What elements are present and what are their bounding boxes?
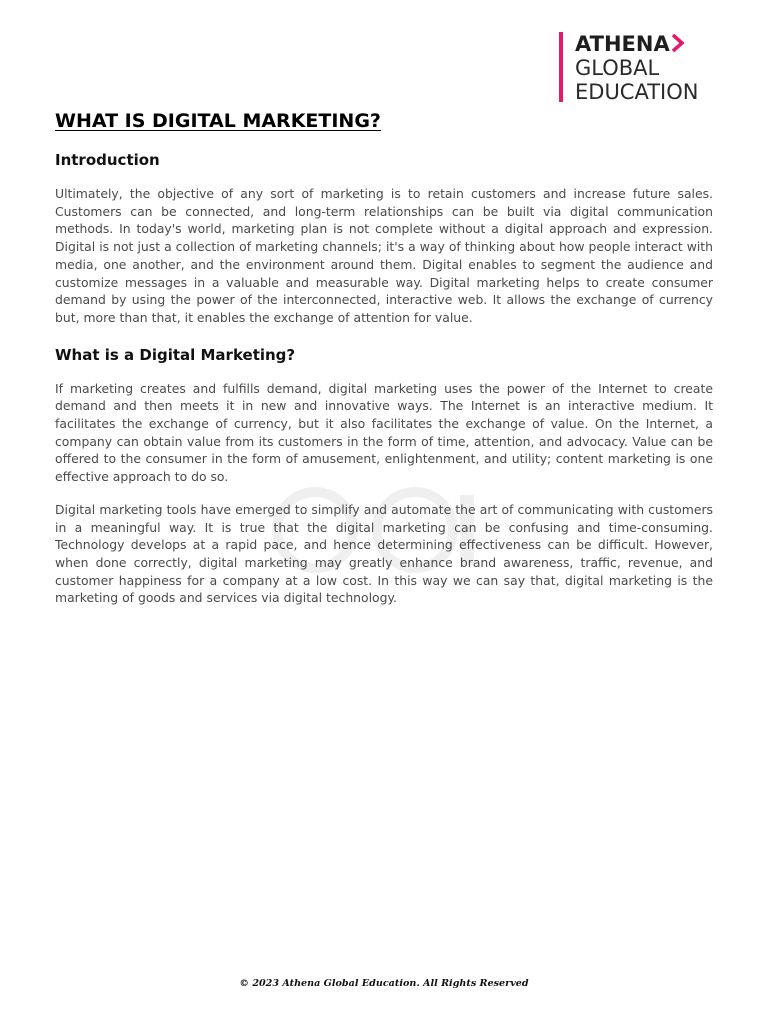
paragraph-what-is-1: If marketing creates and fulfills demand, digital marketing uses the power of the Internet to create demand and then meets it in new and innovative ways. The Internet is an interactive medium. It facilitates the exchange of currency, but it also facilitates the exchange of value. On the Internet, a company can obtain value from its customers in the form of time, attention, and advocacy. Value can be offered to the consumer in the form of amusement, enlightenment, and utility; content marketing is one effective approach to do so.: [55, 380, 713, 485]
logo-line-global: GLOBAL: [575, 56, 660, 80]
paragraph-introduction: Ultimately, the objective of any sort of marketing is to retain customers and increase future sales. Customers can be connected, and long-term relationships can be built via digital communication methods. In today's world, marketing plan is not complete without a digital approach and expression. Digital is not just a collection of marketing channels; it's a way of thinking about how people interact with media, one another, and the environment around them. Digital enables to segment the audience and customize messages in a valuable and measurable way. Digital marketing helps to create consumer demand by using the power of the interconnected, interactive web. It allows the exchange of currency but, more than that, it enables the exchange of attention for value.: [55, 186, 713, 325]
logo-word-athena: ATHENA: [575, 32, 670, 56]
footer-copyright: © 2023 Athena Global Education. All Rights Reserved: [239, 978, 529, 989]
athena-logo: [559, 32, 698, 102]
page-title: WHAT IS DIGITAL MARKETING?: [55, 110, 381, 132]
logo-line-education: EDUCATION: [575, 80, 699, 104]
logo-line-athena: [575, 32, 698, 56]
section-heading-introduction: Introduction: [55, 151, 160, 169]
paragraph-what-is-2: Digital marketing tools have emerged to simplify and automate the art of communicating with customers in a meaningful way. It is true that the digital marketing can be confusing and time-consuming. Technology develops at a rapid pace, and hence determining effectiveness can be difficult. However, when done correctly, digital marketing may greatly enhance brand awareness, traffic, revenue, and customer happiness for a company at a low cost. In this way we can say that, digital marketing is the marketing of goods and services via digital technology.: [55, 501, 713, 606]
section-heading-what-is-digital-marketing: What is a Digital Marketing?: [55, 345, 296, 364]
chevron-right-icon: [671, 34, 684, 52]
document-body: [55, 108, 713, 607]
